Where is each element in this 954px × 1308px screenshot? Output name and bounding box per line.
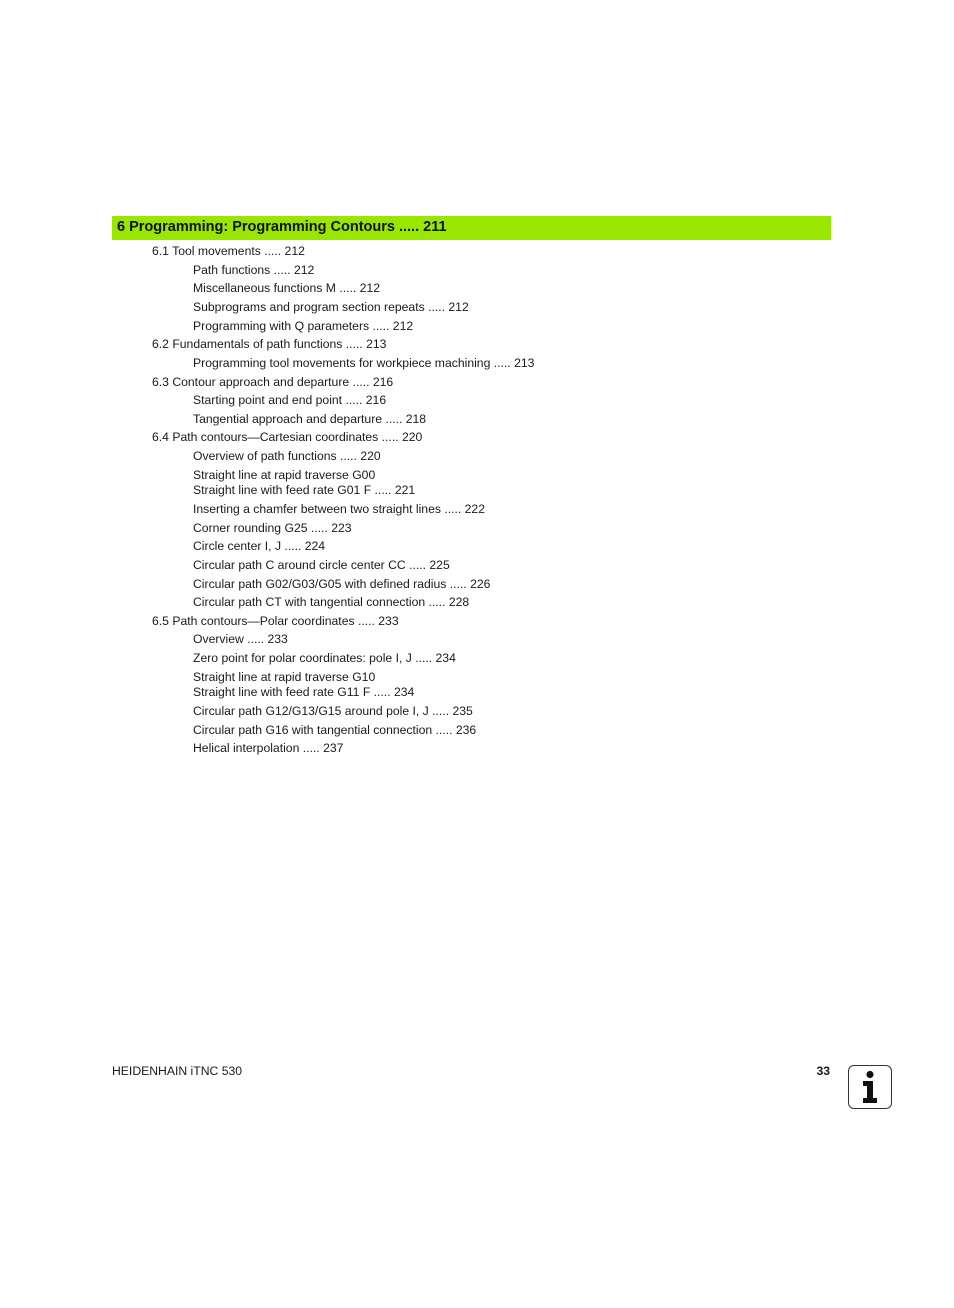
toc-section-6-5[interactable]: 6.5 Path contours—Polar coordinates ..... 233 (152, 614, 399, 628)
toc-entry[interactable]: Circular path C around circle center CC ..... 225 (193, 558, 450, 572)
toc-entry[interactable]: Path functions ..... 212 (193, 263, 315, 277)
toc-section-6-3[interactable]: 6.3 Contour approach and departure ..... 216 (152, 375, 394, 389)
toc-entry[interactable]: Tangential approach and departure ..... 218 (193, 412, 427, 426)
toc-entry[interactable]: Subprograms and program section repeats ..... 212 (193, 300, 469, 314)
toc-entry[interactable]: Overview of path functions ..... 220 (193, 449, 381, 463)
toc-section-6-4[interactable]: 6.4 Path contours—Cartesian coordinates ..... 220 (152, 430, 423, 444)
toc-entry[interactable]: Overview ..... 233 (193, 632, 288, 646)
toc-entry[interactable]: Circular path G12/G13/G15 around pole I, J ..... 235 (193, 704, 473, 718)
info-icon[interactable] (848, 1065, 892, 1109)
chapter-title[interactable]: 6 Programming: Programming Contours ..... 211 (117, 219, 447, 235)
toc-entry[interactable]: Programming with Q parameters ..... 212 (193, 319, 414, 333)
toc-entry[interactable]: Straight line at rapid traverse G10 (193, 670, 376, 684)
toc-entry[interactable]: Circular path G02/G03/G05 with defined radius ..... 226 (193, 577, 491, 591)
toc-entry[interactable]: Corner rounding G25 ..... 223 (193, 521, 352, 535)
toc-entry[interactable]: Miscellaneous functions M ..... 212 (193, 281, 380, 295)
toc-entry[interactable]: Circular path CT with tangential connection ..... 228 (193, 595, 470, 609)
toc-entry[interactable]: Straight line at rapid traverse G00 (193, 468, 376, 482)
toc-section-6-1[interactable]: 6.1 Tool movements ..... 212 (152, 244, 305, 258)
toc-entry[interactable]: Zero point for polar coordinates: pole I, J ..... 234 (193, 651, 456, 665)
toc-entry[interactable]: Starting point and end point ..... 216 (193, 393, 387, 407)
footer-product-name: HEIDENHAIN iTNC 530 (112, 1064, 243, 1078)
toc-entry[interactable]: Inserting a chamfer between two straight lines ..... 222 (193, 502, 485, 516)
toc-entry[interactable]: Circular path G16 with tangential connection ..... 236 (193, 723, 477, 737)
toc-entry[interactable]: Straight line with feed rate G01 F ..... 221 (193, 483, 416, 497)
toc-entry[interactable]: Straight line with feed rate G11 F ..... 234 (193, 685, 415, 699)
page-number: 33 (816, 1064, 830, 1078)
toc-entry[interactable]: Helical interpolation ..... 237 (193, 741, 344, 755)
toc-entry[interactable]: Circle center I, J ..... 224 (193, 539, 326, 553)
toc-entry[interactable]: Programming tool movements for workpiece machining ..... 213 (193, 356, 535, 370)
toc-section-6-2[interactable]: 6.2 Fundamentals of path functions ..... 213 (152, 337, 387, 351)
chapter-heading-bar (112, 216, 831, 240)
info-glyph (849, 1066, 890, 1107)
